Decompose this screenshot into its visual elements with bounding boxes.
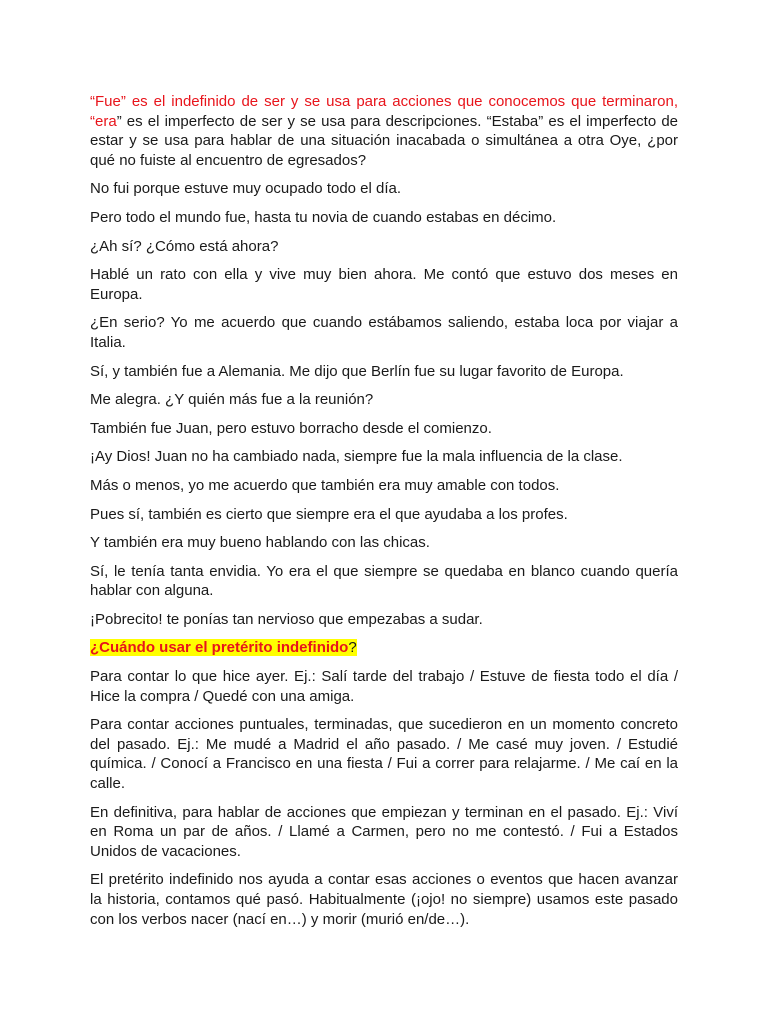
dialogue-line: Pues sí, también es cierto que siempre era el que ayudaba a los profes. — [90, 505, 568, 523]
explanation-paragraph: En definitiva, para hablar de acciones que empiezan y terminan en el pasado. Ej.: Viví en Roma un par de años. / Llamé a Carmen, pero no me contestó. / Fui a Estados Unidos de vacaciones. — [90, 803, 678, 860]
intro-quote-open-1: “ — [90, 93, 95, 110]
dialogue-line: ¡Pobrecito! te ponías tan nervioso que empezabas a sudar. — [90, 610, 483, 628]
dialogue-line: Hablé un rato con ella y vive muy bien ahora. Me contó que estuvo dos meses en Europa. — [90, 266, 678, 303]
intro-era-term: era — [95, 112, 117, 130]
section-heading-question-mark: ? — [348, 639, 357, 657]
dialogue-line: ¿En serio? Yo me acuerdo que cuando estábamos saliendo, estaba loca por viajar a Italia. — [90, 314, 678, 351]
explanation-paragraph: El pretérito indefinido nos ayuda a contar esas acciones o eventos que hacen avanzar la historia, contamos qué pasó. Habitualmente (¡ojo! no siempre) usamos este pasado con los verbos nacer (nací en…) y morir (murió en/de…). — [90, 871, 678, 928]
intro-fue-term: Fue — [95, 93, 121, 110]
section-heading — [90, 639, 357, 656]
explanation-paragraph: Para contar lo que hice ayer. Ej.: Salí tarde del trabajo / Estuve de fiesta todo el día / Hice la compra / Quedé con una amiga. — [90, 668, 678, 705]
intro-fue-definition: ” es el indefinido de ser y se usa para acciones que conocemos que terminaron, — [120, 93, 678, 110]
dialogue-line: ¡Ay Dios! Juan no ha cambiado nada, siempre fue la mala influencia de la clase. — [90, 448, 623, 466]
intro-era-definition: ” es el imperfecto de ser y se usa para descripciones. “Estaba” es el imperfecto de estar y se usa para hablar de una situación inacabada o simultánea a otra Oye, ¿por qué no fuiste al encuentro de egresados? — [90, 112, 678, 169]
explanation-paragraph: Para contar acciones puntuales, terminadas, que sucedieron en un momento concreto del pasado. Ej.: Me mudé a Madrid el año pasado. / Me casé muy joven. / Estudié química. / Conocí a Francisco en una fiesta / Fui a correr para relajarme. / Me caí en la calle. — [90, 716, 678, 793]
dialogue-line: Sí, y también fue a Alemania. Me dijo que Berlín fue su lugar favorito de Europa. — [90, 362, 624, 380]
dialogue-line: Más o menos, yo me acuerdo que también era muy amable con todos. — [90, 476, 560, 494]
dialogue-line: ¿Ah sí? ¿Cómo está ahora? — [90, 237, 279, 255]
dialogue-line: Pero todo el mundo fue, hasta tu novia de cuando estabas en décimo. — [90, 208, 557, 226]
dialogue-line: Sí, le tenía tanta envidia. Yo era el que siempre se quedaba en blanco cuando quería hablar con alguna. — [90, 562, 678, 600]
section-heading-container — [90, 638, 678, 658]
dialogue-line: Y también era muy bueno hablando con las chicas. — [90, 534, 430, 552]
section-heading-text: ¿Cuándo usar el pretérito indefinido — [90, 639, 349, 657]
intro-paragraph — [90, 92, 678, 170]
dialogue-line: Me alegra. ¿Y quién más fue a la reunión? — [90, 391, 374, 409]
dialogue-line: No fui porque estuve muy ocupado todo el día. — [90, 180, 402, 198]
intro-quote-open-2: “ — [90, 112, 95, 130]
dialogue-line: También fue Juan, pero estuvo borracho desde el comienzo. — [90, 419, 492, 437]
